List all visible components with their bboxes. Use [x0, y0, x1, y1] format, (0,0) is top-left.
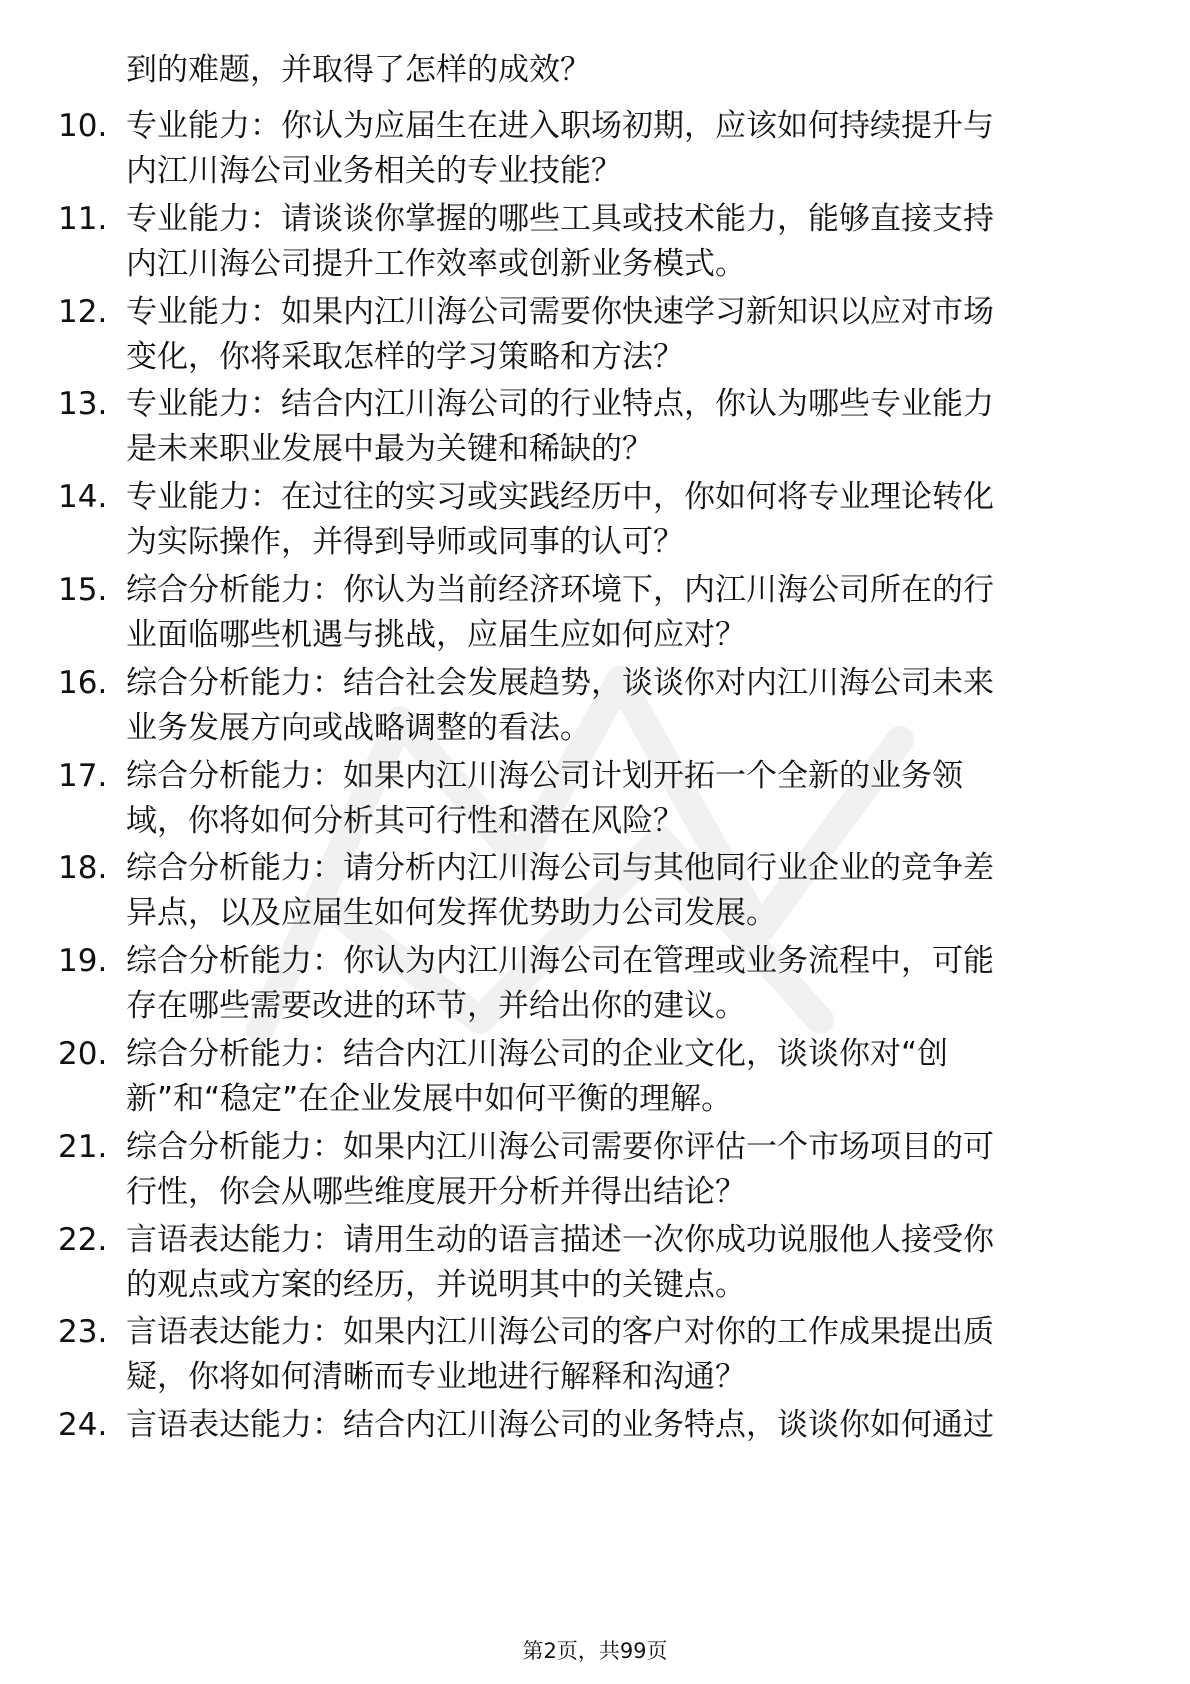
- question-item: [0, 1032, 1190, 1124]
- question-text-line: 综合分析能力：你认为内江川海公司在管理或业务流程中，可能: [126, 943, 994, 979]
- question-text-line: 言语表达能力：结合内江川海公司的业务特点，谈谈你如何通过: [126, 1407, 994, 1443]
- question-number: 14.: [58, 479, 108, 515]
- question-text: [126, 1403, 1126, 1448]
- question-item: [0, 475, 1190, 567]
- question-text-line: 专业能力：如果内江川海公司需要你快速学习新知识以应对市场: [126, 294, 994, 330]
- question-text-line: 言语表达能力：请用生动的语言描述一次你成功说服他人接受你: [126, 1222, 994, 1258]
- question-text-line: 的观点或方案的经历，并说明其中的关键点。: [126, 1267, 746, 1303]
- question-text-line: 专业能力：在过往的实习或实践经历中，你如何将专业理论转化: [126, 479, 994, 515]
- continuation-line: 到的难题，并取得了怎样的成效？: [126, 52, 591, 88]
- question-text-line: 综合分析能力：如果内江川海公司需要你评估一个市场项目的可: [126, 1129, 994, 1165]
- question-number: 17.: [58, 758, 108, 794]
- question-text-line: 综合分析能力：你认为当前经济环境下，内江川海公司所在的行: [126, 572, 994, 608]
- question-number: 12.: [58, 294, 108, 330]
- question-text: [126, 1310, 1126, 1400]
- page-number: 第2页，共99页: [522, 1639, 668, 1663]
- question-item: [0, 846, 1190, 938]
- question-text: [126, 568, 1126, 658]
- question-number: 22.: [58, 1222, 108, 1258]
- question-item: [0, 754, 1190, 846]
- question-text-line: 业面临哪些机遇与挑战，应届生应如何应对？: [126, 617, 746, 653]
- question-text-line: 变化，你将采取怎样的学习策略和方法？: [126, 339, 684, 375]
- question-text-line: 存在哪些需要改进的环节，并给出你的建议。: [126, 988, 746, 1024]
- question-text: [126, 939, 1126, 1029]
- question-text: [126, 475, 1126, 565]
- question-text: [126, 1125, 1126, 1215]
- question-number: 18.: [58, 850, 108, 886]
- question-text: [126, 1032, 1126, 1122]
- question-text-line: 域，你将如何分析其可行性和潜在风险？: [126, 803, 684, 839]
- question-text-line: 行性，你会从哪些维度展开分析并得出结论？: [126, 1174, 746, 1210]
- question-text-line: 言语表达能力：如果内江川海公司的客户对你的工作成果提出质: [126, 1314, 994, 1350]
- question-item: [0, 1403, 1190, 1495]
- question-text-line: 内江川海公司业务相关的专业技能？: [126, 153, 622, 189]
- question-text-line: 为实际操作，并得到导师或同事的认可？: [126, 524, 684, 560]
- question-text-line: 疑，你将如何清晰而专业地进行解释和沟通？: [126, 1359, 746, 1395]
- question-text: [126, 661, 1126, 751]
- question-text: [126, 1218, 1126, 1308]
- question-text-line: 综合分析能力：如果内江川海公司计划开拓一个全新的业务领: [126, 758, 963, 794]
- question-number: 13.: [58, 386, 108, 422]
- question-number: 20.: [58, 1036, 108, 1072]
- question-item: [0, 661, 1190, 753]
- question-item: [0, 939, 1190, 1031]
- question-text: [126, 846, 1126, 936]
- question-text: [126, 290, 1126, 380]
- question-text: [126, 382, 1126, 472]
- question-text: [126, 197, 1126, 287]
- question-number: 21.: [58, 1129, 108, 1165]
- question-text-line: 综合分析能力：请分析内江川海公司与其他同行业企业的竞争差: [126, 850, 994, 886]
- question-text-line: 专业能力：你认为应届生在进入职场初期，应该如何持续提升与: [126, 108, 994, 144]
- question-number: 24.: [58, 1407, 108, 1443]
- question-text-line: 业务发展方向或战略调整的看法。: [126, 710, 591, 746]
- question-number: 16.: [58, 665, 108, 701]
- question-text-line: 综合分析能力：结合内江川海公司的企业文化，谈谈你对“创: [126, 1036, 949, 1072]
- question-text-line: 是未来职业发展中最为关键和稀缺的？: [126, 431, 653, 467]
- question-number: 19.: [58, 943, 108, 979]
- question-number: 11.: [58, 201, 108, 237]
- question-text-line: 综合分析能力：结合社会发展趋势，谈谈你对内江川海公司未来: [126, 665, 994, 701]
- question-item: [0, 290, 1190, 382]
- question-number: 23.: [58, 1314, 108, 1350]
- question-number: 10.: [58, 108, 108, 144]
- question-number: 15.: [58, 572, 108, 608]
- question-text-line: 新”和“稳定”在企业发展中如何平衡的理解。: [126, 1081, 733, 1117]
- question-item: [0, 382, 1190, 474]
- question-item: [0, 1310, 1190, 1402]
- question-text-line: 专业能力：结合内江川海公司的行业特点，你认为哪些专业能力: [126, 386, 994, 422]
- question-item: [0, 1218, 1190, 1310]
- question-text-line: 内江川海公司提升工作效率或创新业务模式。: [126, 246, 746, 282]
- question-text-line: 专业能力：请谈谈你掌握的哪些工具或技术能力，能够直接支持: [126, 201, 994, 237]
- question-item: [0, 568, 1190, 660]
- question-text-line: 异点，以及应届生如何发挥优势助力公司发展。: [126, 895, 777, 931]
- question-text: [126, 104, 1126, 194]
- question-item: [0, 104, 1190, 196]
- question-item: [0, 197, 1190, 289]
- question-item: [0, 1125, 1190, 1217]
- question-text: [126, 754, 1126, 844]
